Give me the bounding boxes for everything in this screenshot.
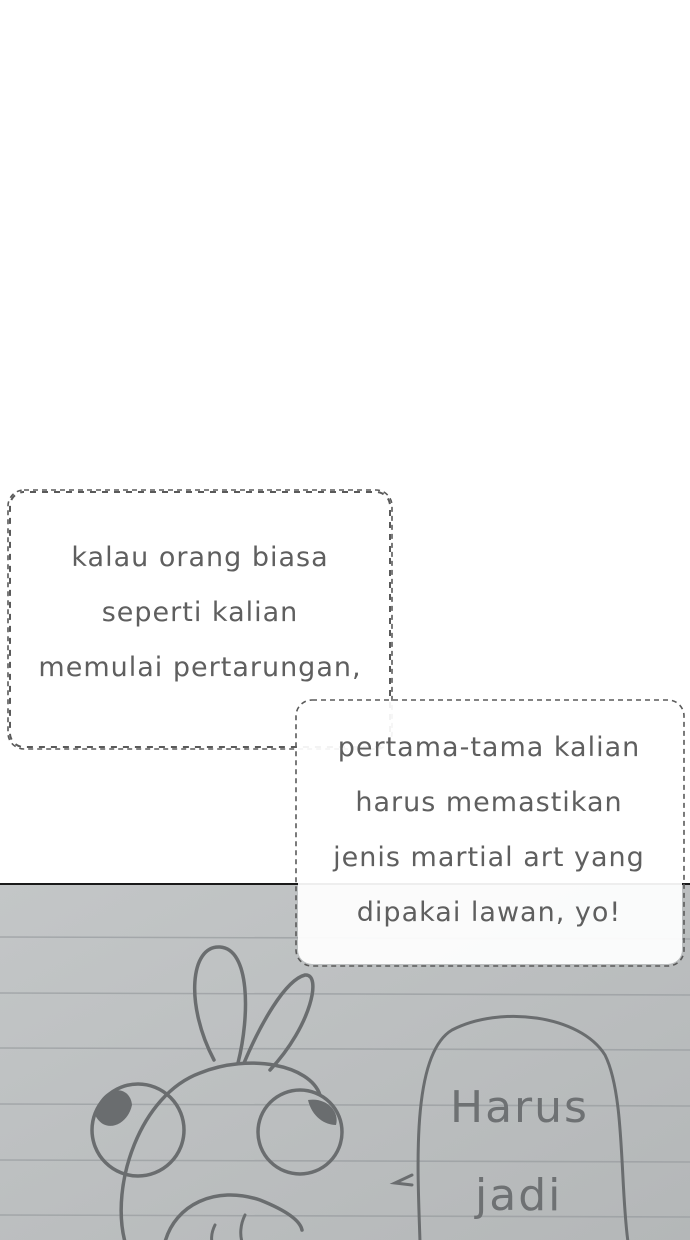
bubble-1-line-3: memulai pertarungan, [38, 652, 362, 683]
bubble-1-line-2: seperti kalian [101, 597, 299, 628]
bubble-2-line-2: harus memastikan [355, 787, 623, 818]
sign-text-harus: Harus [450, 1082, 589, 1133]
bubble-1-text [0, 530, 400, 695]
sign-text-jadi: jadi [475, 1170, 563, 1221]
bubble-2-line-3: jenis martial art yang [333, 842, 645, 873]
bubble-2-line-4: dipakai lawan, yo! [356, 897, 622, 928]
bubble-2-text [288, 720, 690, 940]
speech-bubble-2 [288, 690, 690, 970]
bubble-2-line-1: pertama-tama kalian [337, 732, 641, 763]
bubble-1-line-1: kalau orang biasa [71, 542, 329, 573]
